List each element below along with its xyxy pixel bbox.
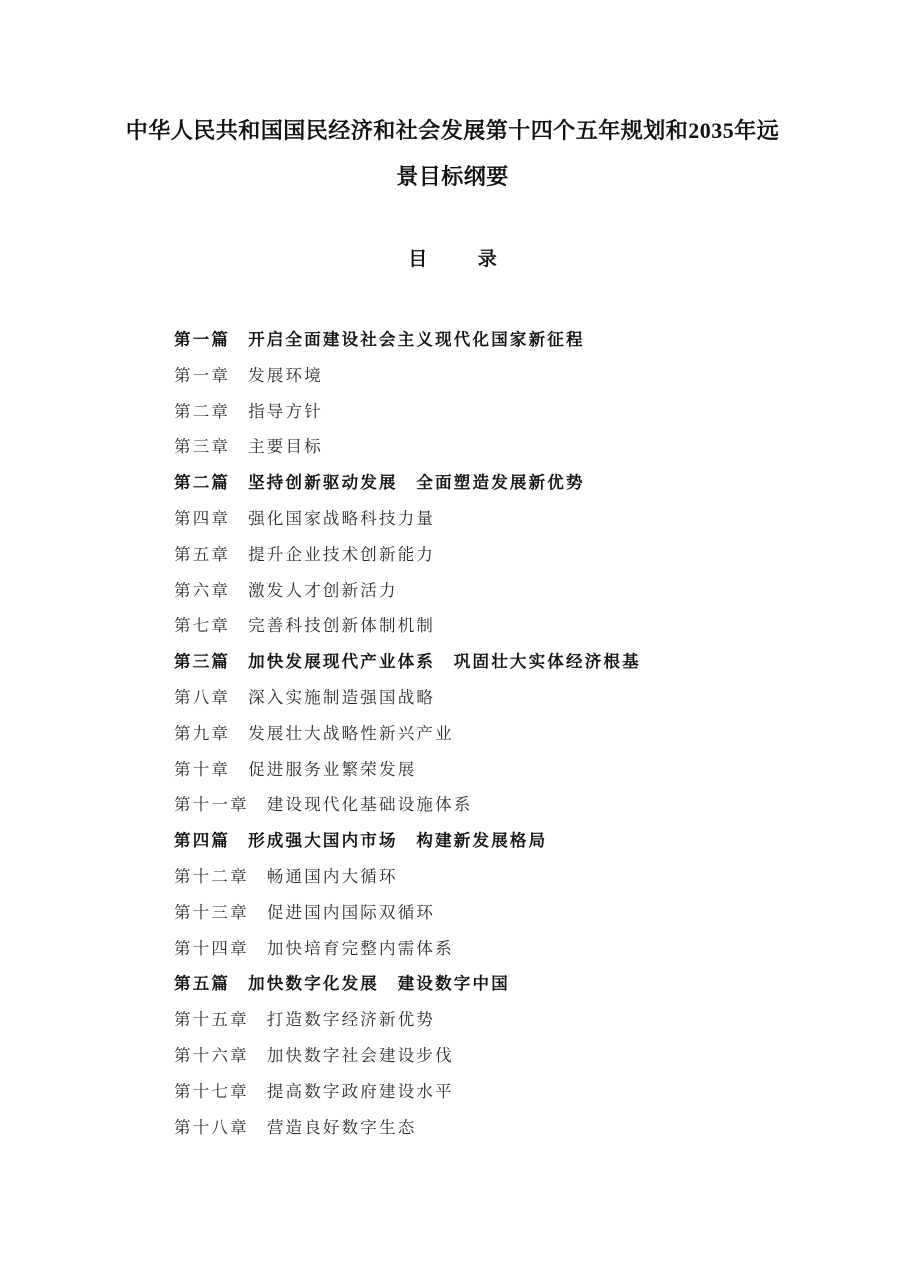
toc-chapter-entry[interactable] xyxy=(174,501,814,537)
toc-entry-number: 第十八章 xyxy=(174,1117,249,1137)
toc-entry-title: 加快数字化发展 建设数字中国 xyxy=(248,974,510,994)
toc-entry-title: 加快培育完整内需体系 xyxy=(266,938,454,958)
toc-entry-title: 打造数字经济新优势 xyxy=(266,1010,436,1030)
toc-entry-title: 营造良好数字生态 xyxy=(266,1117,417,1137)
toc-entry-number: 第十二章 xyxy=(174,866,249,886)
toc-entry-number: 第八章 xyxy=(174,687,231,707)
toc-chapter-entry[interactable] xyxy=(174,429,814,465)
toc-part-entry[interactable] xyxy=(174,322,814,358)
toc-entry-number: 第二章 xyxy=(174,401,231,421)
toc-chapter-entry[interactable] xyxy=(174,859,814,895)
toc-entry-number: 第三篇 xyxy=(174,652,231,672)
toc-entry-number: 第十章 xyxy=(174,759,231,779)
toc-entry-title: 激发人才创新活力 xyxy=(248,580,398,600)
toc-entry-number: 第七章 xyxy=(174,616,231,636)
toc-entry-number: 第五章 xyxy=(174,544,231,564)
toc-chapter-entry[interactable] xyxy=(174,1110,814,1146)
toc-entry-title: 深入实施制造强国战略 xyxy=(248,687,436,707)
toc-part-entry[interactable] xyxy=(174,966,814,1002)
toc-entry-title: 主要目标 xyxy=(248,437,323,457)
toc-entry-number: 第十三章 xyxy=(174,902,249,922)
toc-entry-number: 第六章 xyxy=(174,580,231,600)
table-of-contents xyxy=(174,322,814,1145)
toc-entry-title: 加快发展现代产业体系 巩固壮大实体经济根基 xyxy=(248,652,641,672)
toc-chapter-entry[interactable] xyxy=(174,1074,814,1110)
toc-entry-title: 建设现代化基础设施体系 xyxy=(266,795,473,815)
toc-entry-title: 促进国内国际双循环 xyxy=(266,902,436,922)
document-title-line-2: 景目标纲要 xyxy=(396,164,509,189)
toc-part-entry[interactable] xyxy=(174,823,814,859)
toc-chapter-entry[interactable] xyxy=(174,1038,814,1074)
toc-entry-number: 第十五章 xyxy=(174,1010,249,1030)
toc-chapter-entry[interactable] xyxy=(174,787,814,823)
toc-entry-number: 第二篇 xyxy=(174,473,231,493)
toc-entry-number: 第十七章 xyxy=(174,1081,249,1101)
toc-entry-number: 第一章 xyxy=(174,365,231,385)
toc-entry-title: 促进服务业繁荣发展 xyxy=(248,759,417,779)
toc-entry-title: 发展壮大战略性新兴产业 xyxy=(248,723,454,743)
toc-part-entry[interactable] xyxy=(174,644,814,680)
toc-entry-title: 发展环境 xyxy=(248,365,323,385)
toc-entry-number: 第四篇 xyxy=(174,831,231,851)
toc-entry-number: 第五篇 xyxy=(174,974,231,994)
toc-chapter-entry[interactable] xyxy=(174,931,814,967)
document-title-line-1: 中华人民共和国国民经济和社会发展第十四个五年规划和2035年远 xyxy=(125,118,780,143)
toc-chapter-entry[interactable] xyxy=(174,1002,814,1038)
toc-chapter-entry[interactable] xyxy=(174,752,814,788)
toc-chapter-entry[interactable] xyxy=(174,394,814,430)
toc-chapter-entry[interactable] xyxy=(174,680,814,716)
toc-entry-number: 第三章 xyxy=(174,437,231,457)
toc-entry-number: 第十一章 xyxy=(174,795,249,815)
toc-entry-number: 第九章 xyxy=(174,723,231,743)
toc-entry-title: 强化国家战略科技力量 xyxy=(248,508,436,528)
toc-entry-title: 坚持创新驱动发展 全面塑造发展新优势 xyxy=(248,473,585,493)
toc-entry-number: 第一篇 xyxy=(174,330,231,349)
toc-chapter-entry[interactable] xyxy=(174,537,814,573)
toc-entry-title: 提高数字政府建设水平 xyxy=(266,1081,454,1101)
toc-entry-title: 完善科技创新体制机制 xyxy=(248,616,436,636)
toc-heading: 目 录 xyxy=(408,248,519,270)
toc-chapter-entry[interactable] xyxy=(174,895,814,931)
document-title xyxy=(60,108,845,200)
toc-chapter-entry[interactable] xyxy=(174,608,814,644)
toc-entry-title: 开启全面建设社会主义现代化国家新征程 xyxy=(248,330,585,349)
toc-chapter-entry[interactable] xyxy=(174,358,814,394)
toc-entry-number: 第十四章 xyxy=(174,938,249,958)
toc-entry-title: 畅通国内大循环 xyxy=(266,866,398,886)
toc-entry-number: 第四章 xyxy=(174,508,231,528)
toc-entry-number: 第十六章 xyxy=(174,1045,249,1065)
toc-chapter-entry[interactable] xyxy=(174,716,814,752)
toc-entry-title: 提升企业技术创新能力 xyxy=(248,544,436,564)
toc-entry-title: 指导方针 xyxy=(248,401,323,421)
toc-entry-title: 加快数字社会建设步伐 xyxy=(266,1045,454,1065)
toc-entry-title: 形成强大国内市场 构建新发展格局 xyxy=(248,831,548,851)
toc-chapter-entry[interactable] xyxy=(174,573,814,609)
toc-part-entry[interactable] xyxy=(174,465,814,501)
